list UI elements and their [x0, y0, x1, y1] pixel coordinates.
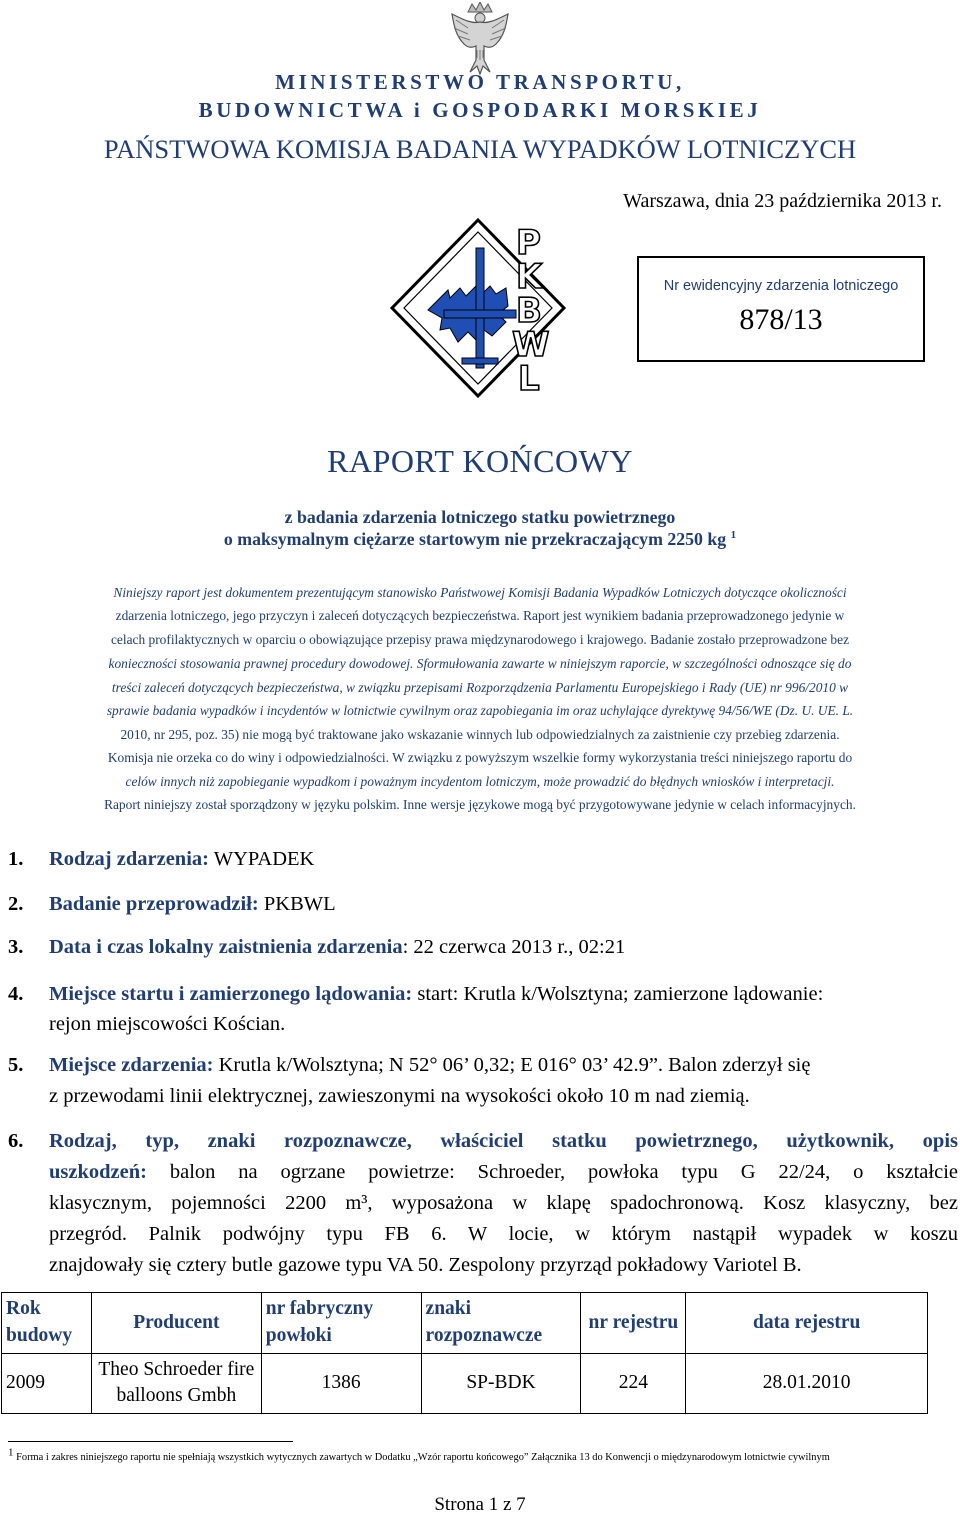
section-value: : 22 czerwca 2013 r., 02:21 — [402, 936, 626, 958]
disclaimer-line: celach profilaktycznych w oparciu o obowiązujące przepisy prawa międzynarodowego i krajowego. Badanie zostało przeprowadzone bez — [110, 632, 850, 647]
section-value: z przewodami linii elektrycznej, zawieszonymi na wysokości około 10 m nad ziemią. — [49, 1085, 750, 1107]
footnote-text: Forma i zakres niniejszego raportu nie spełniają wszystkich wytycznych zawartych w Dodatku „Wzór raportu końcowego” Załącznika 13 do Konwencji o międzynarodowym lotnictwie cywilnym — [16, 1452, 830, 1463]
table-cell: 224 — [581, 1353, 686, 1414]
report-subtitle-text: o maksymalnym ciężarze startowym nie przekraczającym 2250 kg — [223, 529, 727, 549]
aircraft-registration-table — [1, 1292, 928, 1414]
logo-letter-l: L — [518, 359, 540, 399]
section-value: WYPADEK — [208, 848, 315, 870]
table-cell: Theo Schroeder fire balloons Gmbh — [91, 1353, 261, 1414]
logo-letter-b: B — [516, 291, 542, 331]
section-value: PKBWL — [258, 893, 336, 915]
polish-eagle-emblem-icon — [446, 2, 514, 76]
commission-name: PAŃSTWOWA KOMISJA BADANIA WYPADKÓW LOTNICZYCH — [103, 134, 857, 164]
section-label: uszkodzeń: — [49, 1161, 147, 1183]
ministry-name-line1: MINISTERSTWO TRANSPORTU, — [275, 70, 685, 94]
table-header: nr fabryczny powłoki — [261, 1293, 421, 1354]
page-number: Strona 1 z 7 — [434, 1494, 526, 1515]
pkbwl-logo-icon — [388, 218, 568, 400]
report-title: RAPORT KOŃCOWY — [327, 443, 633, 479]
section-value: balon na ogrzane powietrze: Schroeder, powłoka typu G 22/24, o kształcie — [169, 1161, 958, 1183]
section-number: 6. — [8, 1130, 24, 1152]
report-subtitle-line2 — [0, 529, 960, 550]
footnote — [8, 1446, 830, 1463]
disclaimer-line: zdarzenia lotniczego, jego przyczyn i zaleceń dotyczących bezpieczeństwa. Raport jest wynikiem badania przeprowadzonego jedynie w — [115, 608, 845, 623]
disclaimer-line: treści zaleceń dotyczących bezpieczeństwa, w związku przepisami Rozporządzenia Parlamentu Europejskiego i Rady (UE) nr 996/2010 w — [111, 680, 849, 695]
section-label: Rodzaj zdarzenia: — [49, 848, 209, 870]
section-label: Miejsce startu i zamierzonego lądowania: — [49, 983, 413, 1005]
table-cell: 2009 — [2, 1353, 92, 1414]
disclaimer-line: Raport niniejszy został sporządzony w języku polskim. Inne wersje językowe mogą być przygotowywane jedynie w celach informacyjnych. — [104, 797, 856, 812]
table-header: data rejestru — [686, 1293, 928, 1354]
logo-letter-w: W — [512, 325, 550, 365]
disclaimer-line: Komisja nie orzeka co do winy i odpowiedzialności. W związku z powyższym wszelkie formy wykorzystania treści niniejszego raportu do — [107, 750, 853, 765]
registration-number: 878/13 — [739, 303, 823, 336]
table-header: Producent — [91, 1293, 261, 1354]
section-label: Miejsce zdarzenia: — [49, 1054, 214, 1076]
disclaimer-line: celów innych niż zapobieganie wypadkom i poważnym incydentom lotniczym, może prowadzić do błędnych wniosków i interpretacji. — [125, 774, 835, 789]
table-row — [2, 1353, 928, 1414]
table-cell: 28.01.2010 — [686, 1353, 928, 1414]
section-number: 4. — [8, 983, 24, 1005]
table-cell: 1386 — [261, 1353, 421, 1414]
section-number: 3. — [8, 936, 24, 958]
table-header: Rok budowy — [2, 1293, 92, 1354]
table-header: nr rejestru — [581, 1293, 686, 1354]
document-date: Warszawa, dnia 23 października 2013 r. — [623, 190, 942, 212]
footnote-ref: 1 — [730, 529, 737, 542]
section-value: znajdowały się cztery butle gazowe typu VA 50. Zespolony przyrząd pokładowy Variotel B. — [49, 1254, 802, 1276]
disclaimer-line: 2010, nr 295, poz. 35) nie mogą być traktowane jako wskazanie winnych lub odpowiedzialnych za zaistnienie czy przebieg zdarzenia. — [120, 727, 840, 742]
section-number: 2. — [8, 893, 24, 915]
section-label: Rodzaj, typ, znaki rozpoznawcze, właściciel statku powietrznego, użytkownik, opis — [49, 1130, 958, 1152]
report-subtitle-line1: z badania zdarzenia lotniczego statku powietrznego — [284, 507, 676, 527]
section-label: Badanie przeprowadził: — [49, 893, 259, 915]
footnote-divider — [8, 1441, 293, 1442]
table-cell: SP-BDK — [421, 1353, 581, 1414]
ministry-name-line2: BUDOWNICTWA i GOSPODARKI MORSKIEJ — [198, 98, 762, 122]
disclaimer-line: konieczności stosowania prawnej procedury dowodowej. Sformułowania zawarte w niniejszym raporcie, w szczególności odnoszące się do — [108, 656, 852, 671]
registration-box — [637, 256, 925, 362]
footnote-mark: 1 — [8, 1446, 14, 1459]
disclaimer-line: Niniejszy raport jest dokumentem prezentującym stanowisko Państwowej Komisji Badania Wypadków Lotniczych dotyczące okoliczności — [113, 585, 847, 600]
registration-label: Nr ewidencyjny zdarzenia lotniczego — [663, 278, 899, 294]
table-header: znaki rozpoznawcze — [421, 1293, 581, 1354]
section-label: Data i czas lokalny zaistnienia zdarzenia — [49, 936, 403, 958]
section-number: 1. — [8, 848, 24, 870]
logo-letter-k: K — [516, 257, 543, 297]
disclaimer-line: sprawie badania wypadków i incydentów w lotnictwie cywilnym oraz zapobiegania im oraz uchylające dyrektywę 94/56/WE (Dz. U. UE. L. — [106, 703, 854, 718]
section-value: rejon miejscowości Kościan. — [49, 1013, 286, 1035]
logo-letter-p: P — [516, 223, 541, 263]
table-header-row — [2, 1293, 928, 1354]
section-value: Krutla k/Wolsztyna; N 52° 06’ 0,32; E 016° 03’ 42.9”. Balon zderzył się — [218, 1054, 811, 1076]
section-value: przegród. Palnik podwójny typu FB 6. W locie, w którym nastąpił wypadek w koszu — [49, 1223, 958, 1245]
section-value: klasycznym, pojemności 2200 m³, wyposażona w klapę spadochronową. Kosz klasyczny, bez — [49, 1192, 958, 1214]
section-value: start: Krutla k/Wolsztyna; zamierzone lądowanie: — [417, 983, 824, 1005]
section-number: 5. — [8, 1054, 24, 1076]
